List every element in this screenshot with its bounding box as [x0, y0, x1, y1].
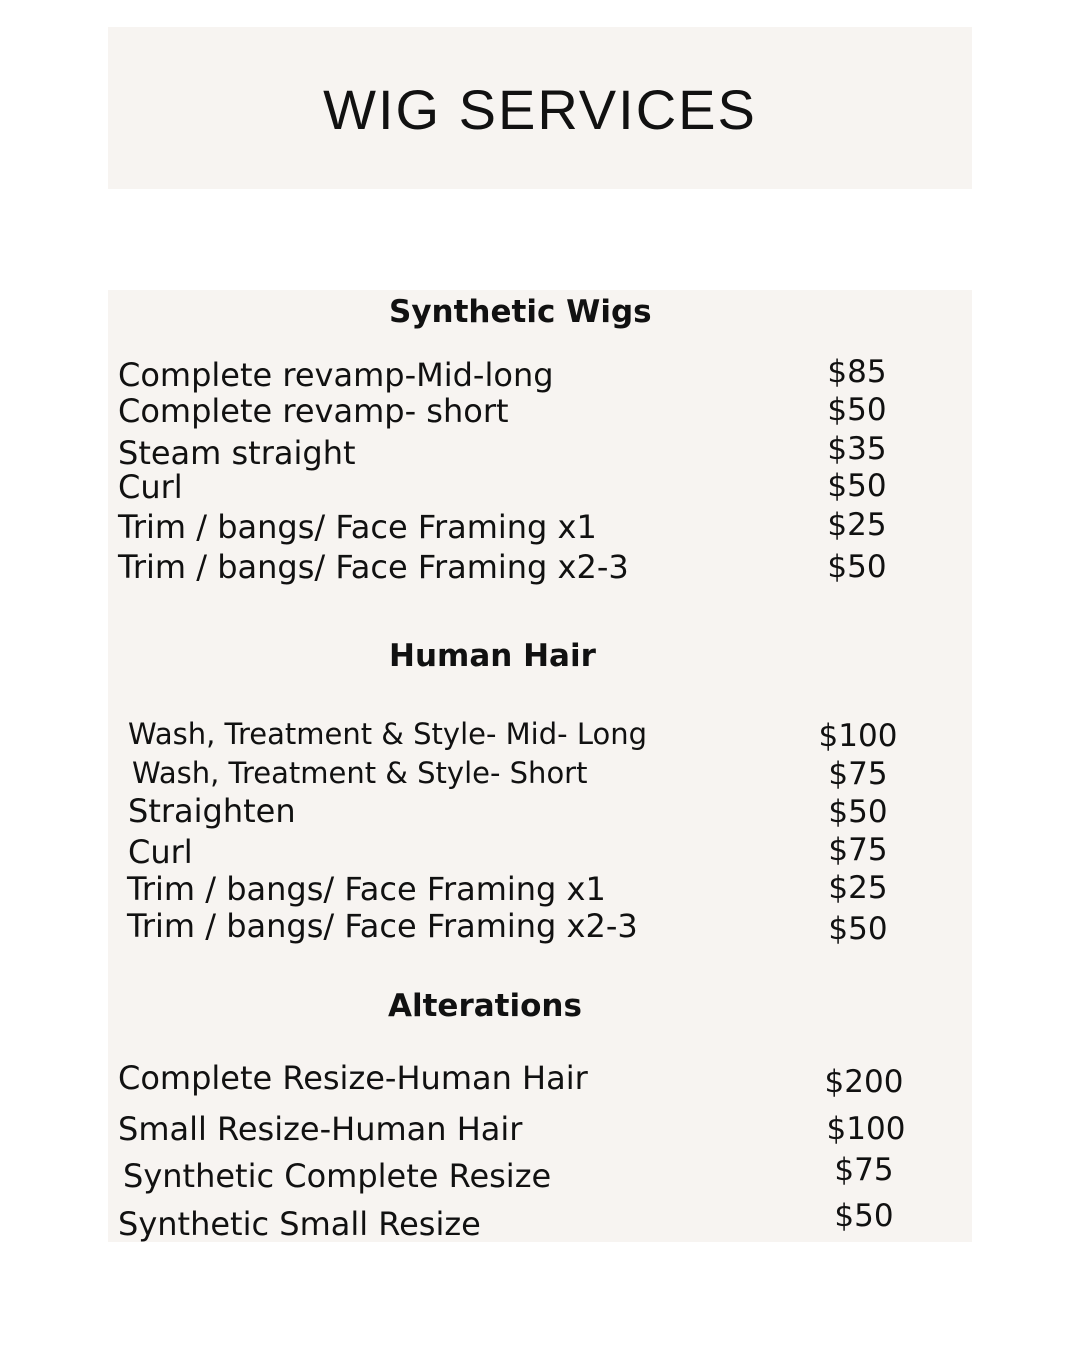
- service-price: $50: [827, 549, 887, 585]
- service-name: Trim / bangs/ Face Framing x1: [118, 508, 597, 546]
- service-price: $35: [827, 431, 887, 467]
- service-name: Small Resize-Human Hair: [118, 1110, 523, 1148]
- service-price: $100: [818, 718, 898, 754]
- service-name: Wash, Treatment & Style- Mid- Long: [128, 717, 647, 751]
- service-name: Straighten: [128, 792, 296, 830]
- service-name: Steam straight: [118, 434, 356, 472]
- service-price: $75: [834, 1152, 894, 1188]
- service-price: $100: [826, 1111, 906, 1147]
- service-name: Complete revamp-Mid-long: [118, 356, 554, 394]
- service-price: $75: [828, 832, 888, 868]
- service-name: Trim / bangs/ Face Framing x2-3: [127, 907, 638, 945]
- service-price: $25: [828, 870, 888, 906]
- service-price: $50: [828, 794, 888, 830]
- section-heading-alterations: Alterations: [388, 988, 582, 1024]
- service-name: Complete Resize-Human Hair: [118, 1059, 588, 1097]
- section-heading-synthetic-wigs: Synthetic Wigs: [389, 294, 652, 330]
- section-heading-human-hair: Human Hair: [389, 638, 596, 674]
- service-price: $25: [827, 507, 887, 543]
- service-price: $200: [824, 1064, 904, 1100]
- service-price: $50: [827, 392, 887, 428]
- service-name: Trim / bangs/ Face Framing x2-3: [118, 548, 629, 586]
- page-title: WIG SERVICES: [323, 78, 757, 141]
- service-price: $75: [828, 756, 888, 792]
- service-price: $50: [828, 911, 888, 947]
- service-name: Complete revamp- short: [118, 392, 509, 430]
- service-name: Curl: [128, 833, 193, 871]
- service-price: $50: [834, 1198, 894, 1234]
- service-price: $85: [827, 354, 887, 390]
- service-name: Synthetic Complete Resize: [123, 1157, 552, 1195]
- service-name: Synthetic Small Resize: [118, 1205, 481, 1243]
- service-price: $50: [827, 468, 887, 504]
- service-name: Curl: [118, 468, 183, 506]
- service-name: Trim / bangs/ Face Framing x1: [127, 870, 606, 908]
- service-name: Wash, Treatment & Style- Short: [132, 756, 588, 790]
